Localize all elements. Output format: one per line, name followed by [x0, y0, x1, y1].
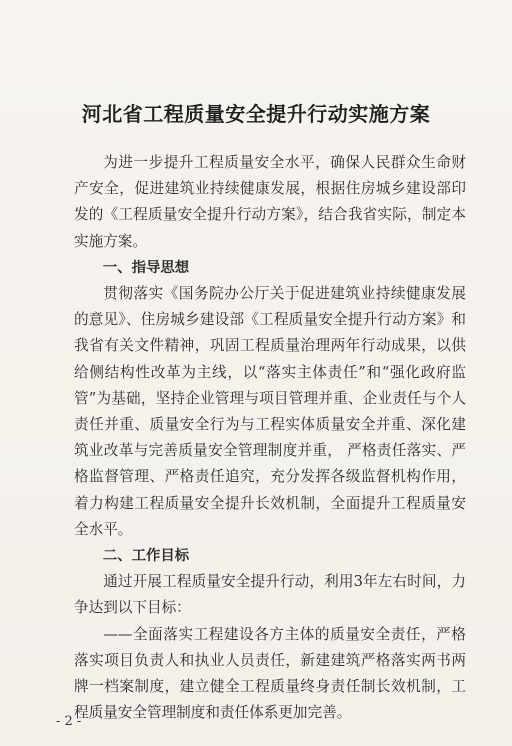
document-body — [74, 150, 466, 726]
work-goal-item: ——全面落实工程建设各方主体的质量安全责任，严格落实项目负责人和执业人员责任，新建建筑严格落实两书两牌一档案制度，建立健全工程质量终身责任制长效机制，工程质量安全管理制度和责任体系更加完善。 — [74, 625, 466, 722]
section-heading-work-goals: 二、工作目标 — [102, 548, 190, 565]
page-number: - 2 - — [56, 714, 82, 729]
section-heading-guiding-thought: 一、指导思想 — [102, 259, 190, 276]
work-goals-paragraph: 通过开展工程质量安全提升行动，利用3年左右时间，力争达到以下目标： — [74, 573, 466, 617]
guiding-thought-paragraph: 贯彻落实《国务院办公厅关于促进建筑业持续健康发展的意见》、住房城乡建设部《工程质量安全提升行动方案》和我省有关文件精神，巩固工程质量治理两年行动成果，以供给侧结构性改革为主线，以“落实主体责任”和“强化政府监管”为基础，坚持企业管理与项目管理并重、企业责任与个人责任并重、质量安全行为与工程实体质量安全并重、深化建筑业改革与完善质量安全管理制度并重， 严格责任落实、严格监督管理、严格责任追究，充分发挥各级监督机构作用，着力构建工程质量安全提升长效机制，全面提升工程质量安全水平。 — [74, 285, 466, 538]
document-title: 河北省工程质量安全提升行动实施方案 — [81, 102, 431, 126]
intro-paragraph: 为进一步提升工程质量安全水平，确保人民群众生命财产安全，促进建筑业持续健康发展，根据住房城乡建设部印发的《工程质量安全提升行动方案》，结合我省实际，制定本实施方案。 — [74, 154, 466, 250]
